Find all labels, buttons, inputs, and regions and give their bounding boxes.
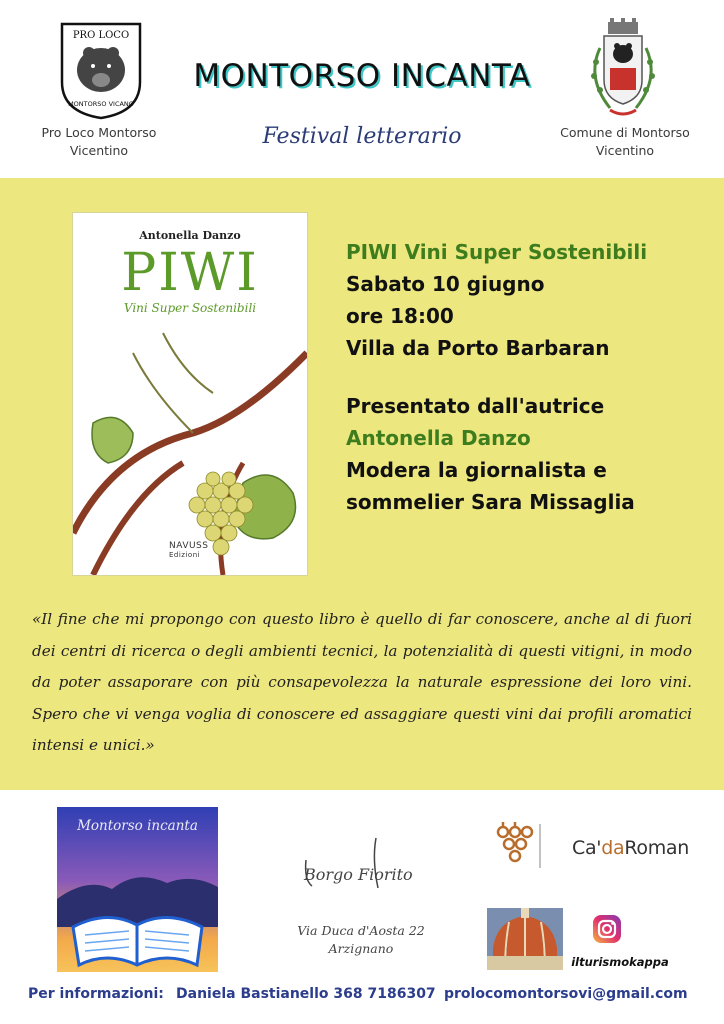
cadaroman-name-part2: Roman xyxy=(624,837,690,859)
proloco-logo xyxy=(58,20,144,120)
page-title: MONTORSO INCANTA xyxy=(193,58,531,94)
proloco-logo-top-text: PRO LOCO xyxy=(72,30,130,41)
comune-crest xyxy=(580,18,666,122)
book-publisher-sub: Edizioni xyxy=(169,551,201,559)
book-author: Antonella Danzo xyxy=(139,229,241,242)
proloco-caption-line1: Pro Loco Montorso xyxy=(41,125,157,140)
header xyxy=(0,0,724,178)
author-quote: «Il fine che mi propongo con questo libro è quello di far conoscere, anche al di fuori dei centri di ricerca o degli ambienti tecnici, la potenzialità di questi vitigni, in modo da poter assaporare con più consapevolezza la naturale espressione dei loro vini. Spero che vi venga voglia di conoscere ed assaggiare questi vini dai profili aromatici intensi e unici.» xyxy=(32,610,692,754)
event-moderator-line2: sommelier Sara Missaglia xyxy=(346,490,635,514)
cadaroman-name-part1: Ca' xyxy=(572,837,602,859)
cadaroman-name xyxy=(572,837,689,859)
event-author: Antonella Danzo xyxy=(346,426,531,450)
event-moderator-line1: Modera la giornalista e xyxy=(346,458,607,482)
event-venue: Villa da Porto Barbaran xyxy=(346,336,610,360)
book-publisher-name: NAVUSS xyxy=(169,541,209,551)
event-title: PIWI Vini Super Sostenibili xyxy=(346,240,648,264)
footer-contact-phone[interactable]: Daniela Bastianello 368 7186307 xyxy=(176,986,436,1002)
footer-label: Per informazioni: xyxy=(28,986,164,1002)
footer-contact xyxy=(0,986,724,1006)
instagram-handle[interactable]: ilturismokappa xyxy=(571,955,669,969)
comune-caption-line1: Comune di Montorso xyxy=(560,125,690,140)
montorso-incanta-label: Montorso incanta xyxy=(77,818,198,834)
grapevine-illustration xyxy=(73,313,307,575)
book-subtitle: Vini Super Sostenibili xyxy=(123,301,257,315)
borgo-address xyxy=(282,922,440,958)
event-details xyxy=(346,236,706,518)
duomo-photo xyxy=(487,908,563,970)
event-presented-by: Presentato dall'autrice xyxy=(346,394,605,418)
comune-caption xyxy=(550,124,700,160)
cadaroman-name-accent: da xyxy=(601,837,625,859)
event-time: ore 18:00 xyxy=(346,304,454,328)
proloco-logo-bottom-text: MONTORSO VICANO xyxy=(68,100,134,108)
page-subtitle: Festival letterario xyxy=(262,124,462,149)
proloco-caption-line2: Vicentino xyxy=(69,143,129,158)
event-date: Sabato 10 giugno xyxy=(346,272,545,296)
event-spacer xyxy=(346,364,706,390)
borgo-fiorito-logo xyxy=(298,830,420,900)
book-publisher xyxy=(169,541,208,559)
borgo-address-line2: Arzignano xyxy=(328,941,394,956)
book-title: PIWI xyxy=(121,243,259,303)
footer-email[interactable]: prolocomontorsovi@gmail.com xyxy=(444,986,688,1002)
instagram-icon[interactable] xyxy=(592,914,622,944)
comune-caption-line2: Vicentino xyxy=(595,143,655,158)
borgo-address-line1: Via Duca d'Aosta 22 xyxy=(297,923,425,938)
book-cover xyxy=(73,213,307,575)
borgo-logo-text: Borgo Fiorito xyxy=(304,865,413,884)
